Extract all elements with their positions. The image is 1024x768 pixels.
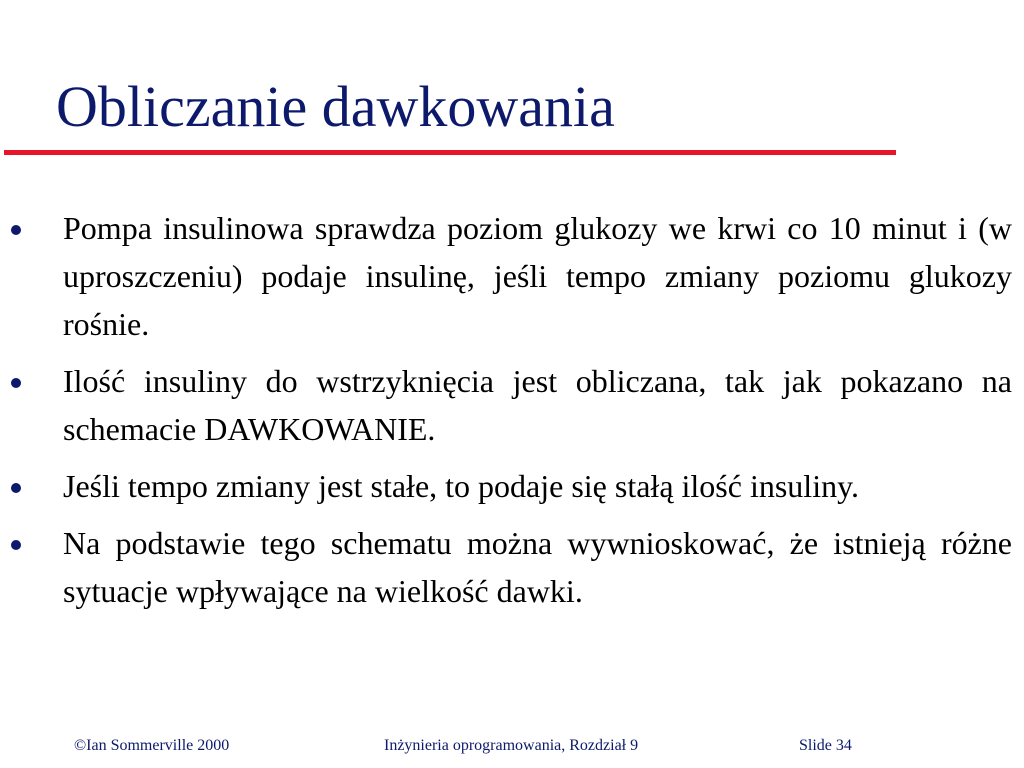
bullet-dot-icon: [11, 378, 21, 388]
bullet-text: Jeśli tempo zmiany jest stałe, to podaje się stałą ilość insuliny.: [63, 468, 859, 504]
footer-slide-number: Slide 34: [799, 737, 852, 754]
bullet-text: Na podstawie tego schematu można wywnioskować, że istnieją różne sytuacje wpływające na wielkość dawki.: [63, 525, 1012, 609]
bullet-text: Ilość insuliny do wstrzyknięcia jest obliczana, tak jak pokazano na schemacie DAWKOWANIE.: [63, 363, 1012, 447]
bullet-dot-icon: [11, 540, 21, 550]
bullet-item: [0, 519, 1024, 615]
footer-copyright: ©Ian Sommerville 2000: [74, 737, 230, 754]
slide-title: Obliczanie dawkowania: [56, 74, 615, 139]
bullet-item: [0, 462, 1024, 510]
bullet-dot-icon: [11, 483, 21, 493]
bullet-list: [0, 204, 1024, 624]
bullet-text: Pompa insulinowa sprawdza poziom glukozy we krwi co 10 minut i (w uproszczeniu) podaje insulinę, jeśli tempo zmiany poziomu glukozy rośnie.: [63, 210, 1012, 342]
title-underline: [4, 150, 896, 155]
bullet-item: [0, 357, 1024, 453]
footer-course-title: Inżynieria oprogramowania, Rozdział 9: [384, 737, 639, 754]
bullet-dot-icon: [11, 225, 21, 235]
bullet-item: [0, 204, 1024, 348]
